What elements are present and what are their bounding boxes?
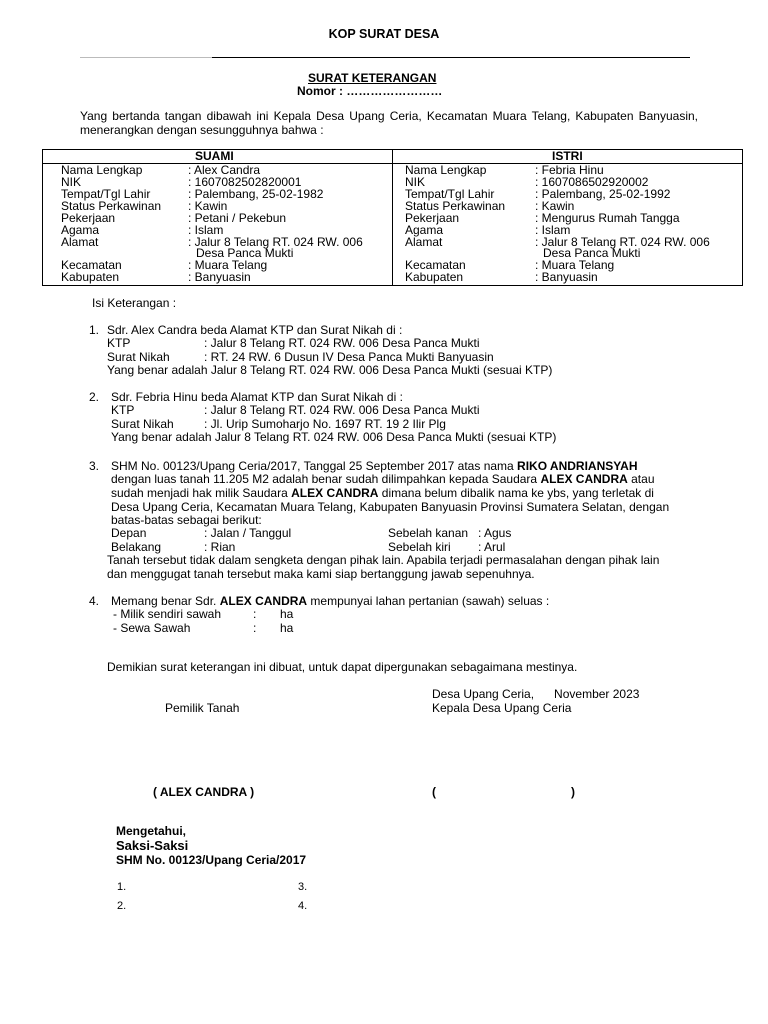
milik-sawah-colon: : xyxy=(253,607,257,621)
boundary-right-label: Sebelah kanan xyxy=(388,526,469,540)
closing-statement: Demikian surat keterangan ini dibuat, untuk dapat dipergunakan sebagaimana mestinya. xyxy=(107,660,578,674)
witness-4-number: 4. xyxy=(298,900,308,912)
item3-line5: batas-batas sebagai berikut: xyxy=(111,513,262,527)
signature-head-open: ( xyxy=(432,785,436,799)
document-number: Nomor : …………………… xyxy=(297,84,443,98)
istri-row-value: : Islam xyxy=(535,223,571,237)
item2-ktp-value: : Jalur 8 Telang RT. 024 RW. 006 Desa Panca Mukti xyxy=(204,403,480,417)
boundary-back-value: : Rian xyxy=(204,540,236,554)
saksi-label: Saksi-Saksi xyxy=(116,838,189,853)
suami-row-value: : 1607082502820001 xyxy=(188,175,302,189)
sewa-sawah-colon: : xyxy=(253,621,257,635)
istri-header: ISTRI xyxy=(552,149,583,163)
item3-line3-tail: dimana belum dibalik nama ke ybs, yang terletak di xyxy=(378,486,654,500)
item2-benar: Yang benar adalah Jalur 8 Telang RT. 024 RW. 006 Desa Panca Mukti (sesuai KTP) xyxy=(111,430,557,444)
suami-row-value: : Palembang, 25-02-1982 xyxy=(188,187,324,201)
spouse-table xyxy=(42,149,743,286)
milik-sawah-label: - Milik sendiri sawah xyxy=(113,607,222,621)
table-divider-vertical xyxy=(392,150,393,285)
istri-row-label: Agama xyxy=(405,223,444,237)
witness-3-number: 3. xyxy=(298,881,308,893)
milik-sawah-unit: ha xyxy=(280,607,294,621)
suami-row-label: Kabupaten xyxy=(61,270,120,284)
boundary-back-label: Belakang xyxy=(111,540,162,554)
item1-ktp-value: : Jalur 8 Telang RT. 024 RW. 006 Desa Panca Mukti xyxy=(204,336,480,350)
item4-line-text: Memang benar Sdr. xyxy=(111,594,220,608)
sewa-sawah-label: - Sewa Sawah xyxy=(113,621,191,635)
signature-head-close: ) xyxy=(571,785,575,799)
item1-nikah-label: Surat Nikah xyxy=(107,350,170,364)
item1-number: 1. xyxy=(89,323,100,337)
witness-2-number: 2. xyxy=(117,900,127,912)
suami-row-value: : Kawin xyxy=(188,199,228,213)
item3-holder-name: ALEX CANDRA xyxy=(291,486,379,500)
istri-row-value: Desa Panca Mukti xyxy=(543,246,641,260)
istri-row-label: Tempat/Tgl Lahir xyxy=(405,187,495,201)
signature-owner: ( ALEX CANDRA ) xyxy=(153,785,255,799)
item2-number: 2. xyxy=(89,390,100,404)
item3-owner-name: RIKO ANDRIANSYAH xyxy=(517,459,638,473)
istri-row-value: : Muara Telang xyxy=(535,258,615,272)
item3-number: 3. xyxy=(89,459,100,473)
istri-row-value: : Banyuasin xyxy=(535,270,598,284)
item1-heading: Sdr. Alex Candra beda Alamat KTP dan Surat Nikah di : xyxy=(107,323,403,337)
letterhead-title: KOP SURAT DESA xyxy=(328,27,440,41)
item2-ktp-label: KTP xyxy=(111,403,135,417)
istri-row-label: Kabupaten xyxy=(405,270,464,284)
item2-heading: Sdr. Febria Hinu beda Alamat KTP dan Surat Nikah di : xyxy=(111,390,403,404)
item1-nikah-value: : RT. 24 RW. 6 Dusun IV Desa Panca Mukti Banyuasin xyxy=(204,350,494,364)
suami-row-label: Nama Lengkap xyxy=(61,163,143,177)
item3-line1-text: SHM No. 00123/Upang Ceria/2017, Tanggal 25 September 2017 atas nama xyxy=(111,459,518,473)
boundary-front-label: Depan xyxy=(111,526,147,540)
kepala-desa-title: Kepala Desa Upang Ceria xyxy=(432,701,572,715)
item4-line-tail: mempunyai lahan pertanian (sawah) seluas : xyxy=(307,594,550,608)
istri-row-value: : Febria Hinu xyxy=(535,163,604,177)
istri-row-label: Nama Lengkap xyxy=(405,163,487,177)
letterhead-rule-thin xyxy=(80,57,212,58)
item3-line2-text: dengan luas tanah 11.205 M2 adalah benar sudah dilimpahkan kepada Saudara xyxy=(111,472,541,486)
suami-header: SUAMI xyxy=(195,149,234,163)
istri-row-label: Kecamatan xyxy=(405,258,466,272)
istri-row-label: Alamat xyxy=(405,235,443,249)
pemilik-tanah-title: Pemilik Tanah xyxy=(165,701,240,715)
sewa-sawah-unit: ha xyxy=(280,621,294,635)
item3-line3-text: sudah menjadi hak milik Saudara xyxy=(111,486,292,500)
mengetahui-label: Mengetahui, xyxy=(116,824,187,838)
istri-row-label: Pekerjaan xyxy=(405,211,460,225)
suami-row-value: : Alex Candra xyxy=(188,163,261,177)
item3-recipient-name: ALEX CANDRA xyxy=(540,472,628,486)
item3-line3 xyxy=(111,487,654,500)
item3-line2-tail: atau xyxy=(627,472,655,486)
suami-row-label: Tempat/Tgl Lahir xyxy=(61,187,151,201)
boundary-right-value: : Agus xyxy=(478,526,512,540)
intro-paragraph: Yang bertanda tangan dibawah ini Kepala Desa Upang Ceria, Kecamatan Muara Telang, Kabupaten Banyuasin, menerangkan dengan sesungguhnya bahwa : xyxy=(80,109,698,137)
suami-row-label: Status Perkawinan xyxy=(61,199,162,213)
suami-row-value: : Banyuasin xyxy=(188,270,251,284)
table-divider-horizontal xyxy=(43,163,742,164)
place-date: Desa Upang Ceria, November 2023 xyxy=(432,687,640,701)
isi-label: Isi Keterangan : xyxy=(92,296,177,310)
item3-line2 xyxy=(111,473,655,486)
item4-number: 4. xyxy=(89,594,100,608)
boundary-left-label: Sebelah kiri xyxy=(388,540,451,554)
item1-ktp-label: KTP xyxy=(107,336,131,350)
istri-row-value: : Jalur 8 Telang RT. 024 RW. 006 xyxy=(535,235,710,249)
suami-row-label: Kecamatan xyxy=(61,258,122,272)
item3-line6: Tanah tersebut tidak dalam sengketa dengan pihak lain. Apabila terjadi permasalahan dengan pihak lain xyxy=(107,553,660,567)
istri-row-value: : Mengurus Rumah Tangga xyxy=(535,211,680,225)
document-title: SURAT KETERANGAN xyxy=(308,71,437,85)
boundary-left-value: : Arul xyxy=(478,540,506,554)
boundary-front-value: : Jalan / Tanggul xyxy=(204,526,292,540)
istri-row-value: : Kawin xyxy=(535,199,575,213)
item3-line4: Desa Upang Ceria, Kecamatan Muara Telang, Kabupaten Banyuasin Provinsi Sumatera Selatan, dengan xyxy=(111,500,670,514)
item4-name: ALEX CANDRA xyxy=(219,594,308,608)
suami-row-value: : Petani / Pekebun xyxy=(188,211,287,225)
item2-nikah-label: Surat Nikah xyxy=(111,417,174,431)
suami-row-label: NIK xyxy=(61,175,82,189)
istri-row-value: : Palembang, 25-02-1992 xyxy=(535,187,671,201)
suami-row-value: : Jalur 8 Telang RT. 024 RW. 006 xyxy=(188,235,363,249)
istri-row-value: : 1607086502920002 xyxy=(535,175,649,189)
suami-row-label: Agama xyxy=(61,223,100,237)
item2-nikah-value: : Jl. Urip Sumoharjo No. 1697 RT. 19 2 Ilir Plg xyxy=(204,417,446,431)
istri-row-label: NIK xyxy=(405,175,426,189)
witness-1-number: 1. xyxy=(117,881,127,893)
suami-row-value: : Islam xyxy=(188,223,224,237)
item1-benar: Yang benar adalah Jalur 8 Telang RT. 024 RW. 006 Desa Panca Mukti (sesuai KTP) xyxy=(107,363,553,377)
suami-row-label: Alamat xyxy=(61,235,99,249)
suami-row-value: Desa Panca Mukti xyxy=(196,246,294,260)
istri-row-label: Status Perkawinan xyxy=(405,199,506,213)
shm-reference: SHM No. 00123/Upang Ceria/2017 xyxy=(116,853,307,867)
item3-line7: dan menggugat tanah tersebut maka kami siap bertanggung jawab sepenuhnya. xyxy=(107,567,535,581)
suami-row-label: Pekerjaan xyxy=(61,211,116,225)
suami-row-value: : Muara Telang xyxy=(188,258,268,272)
